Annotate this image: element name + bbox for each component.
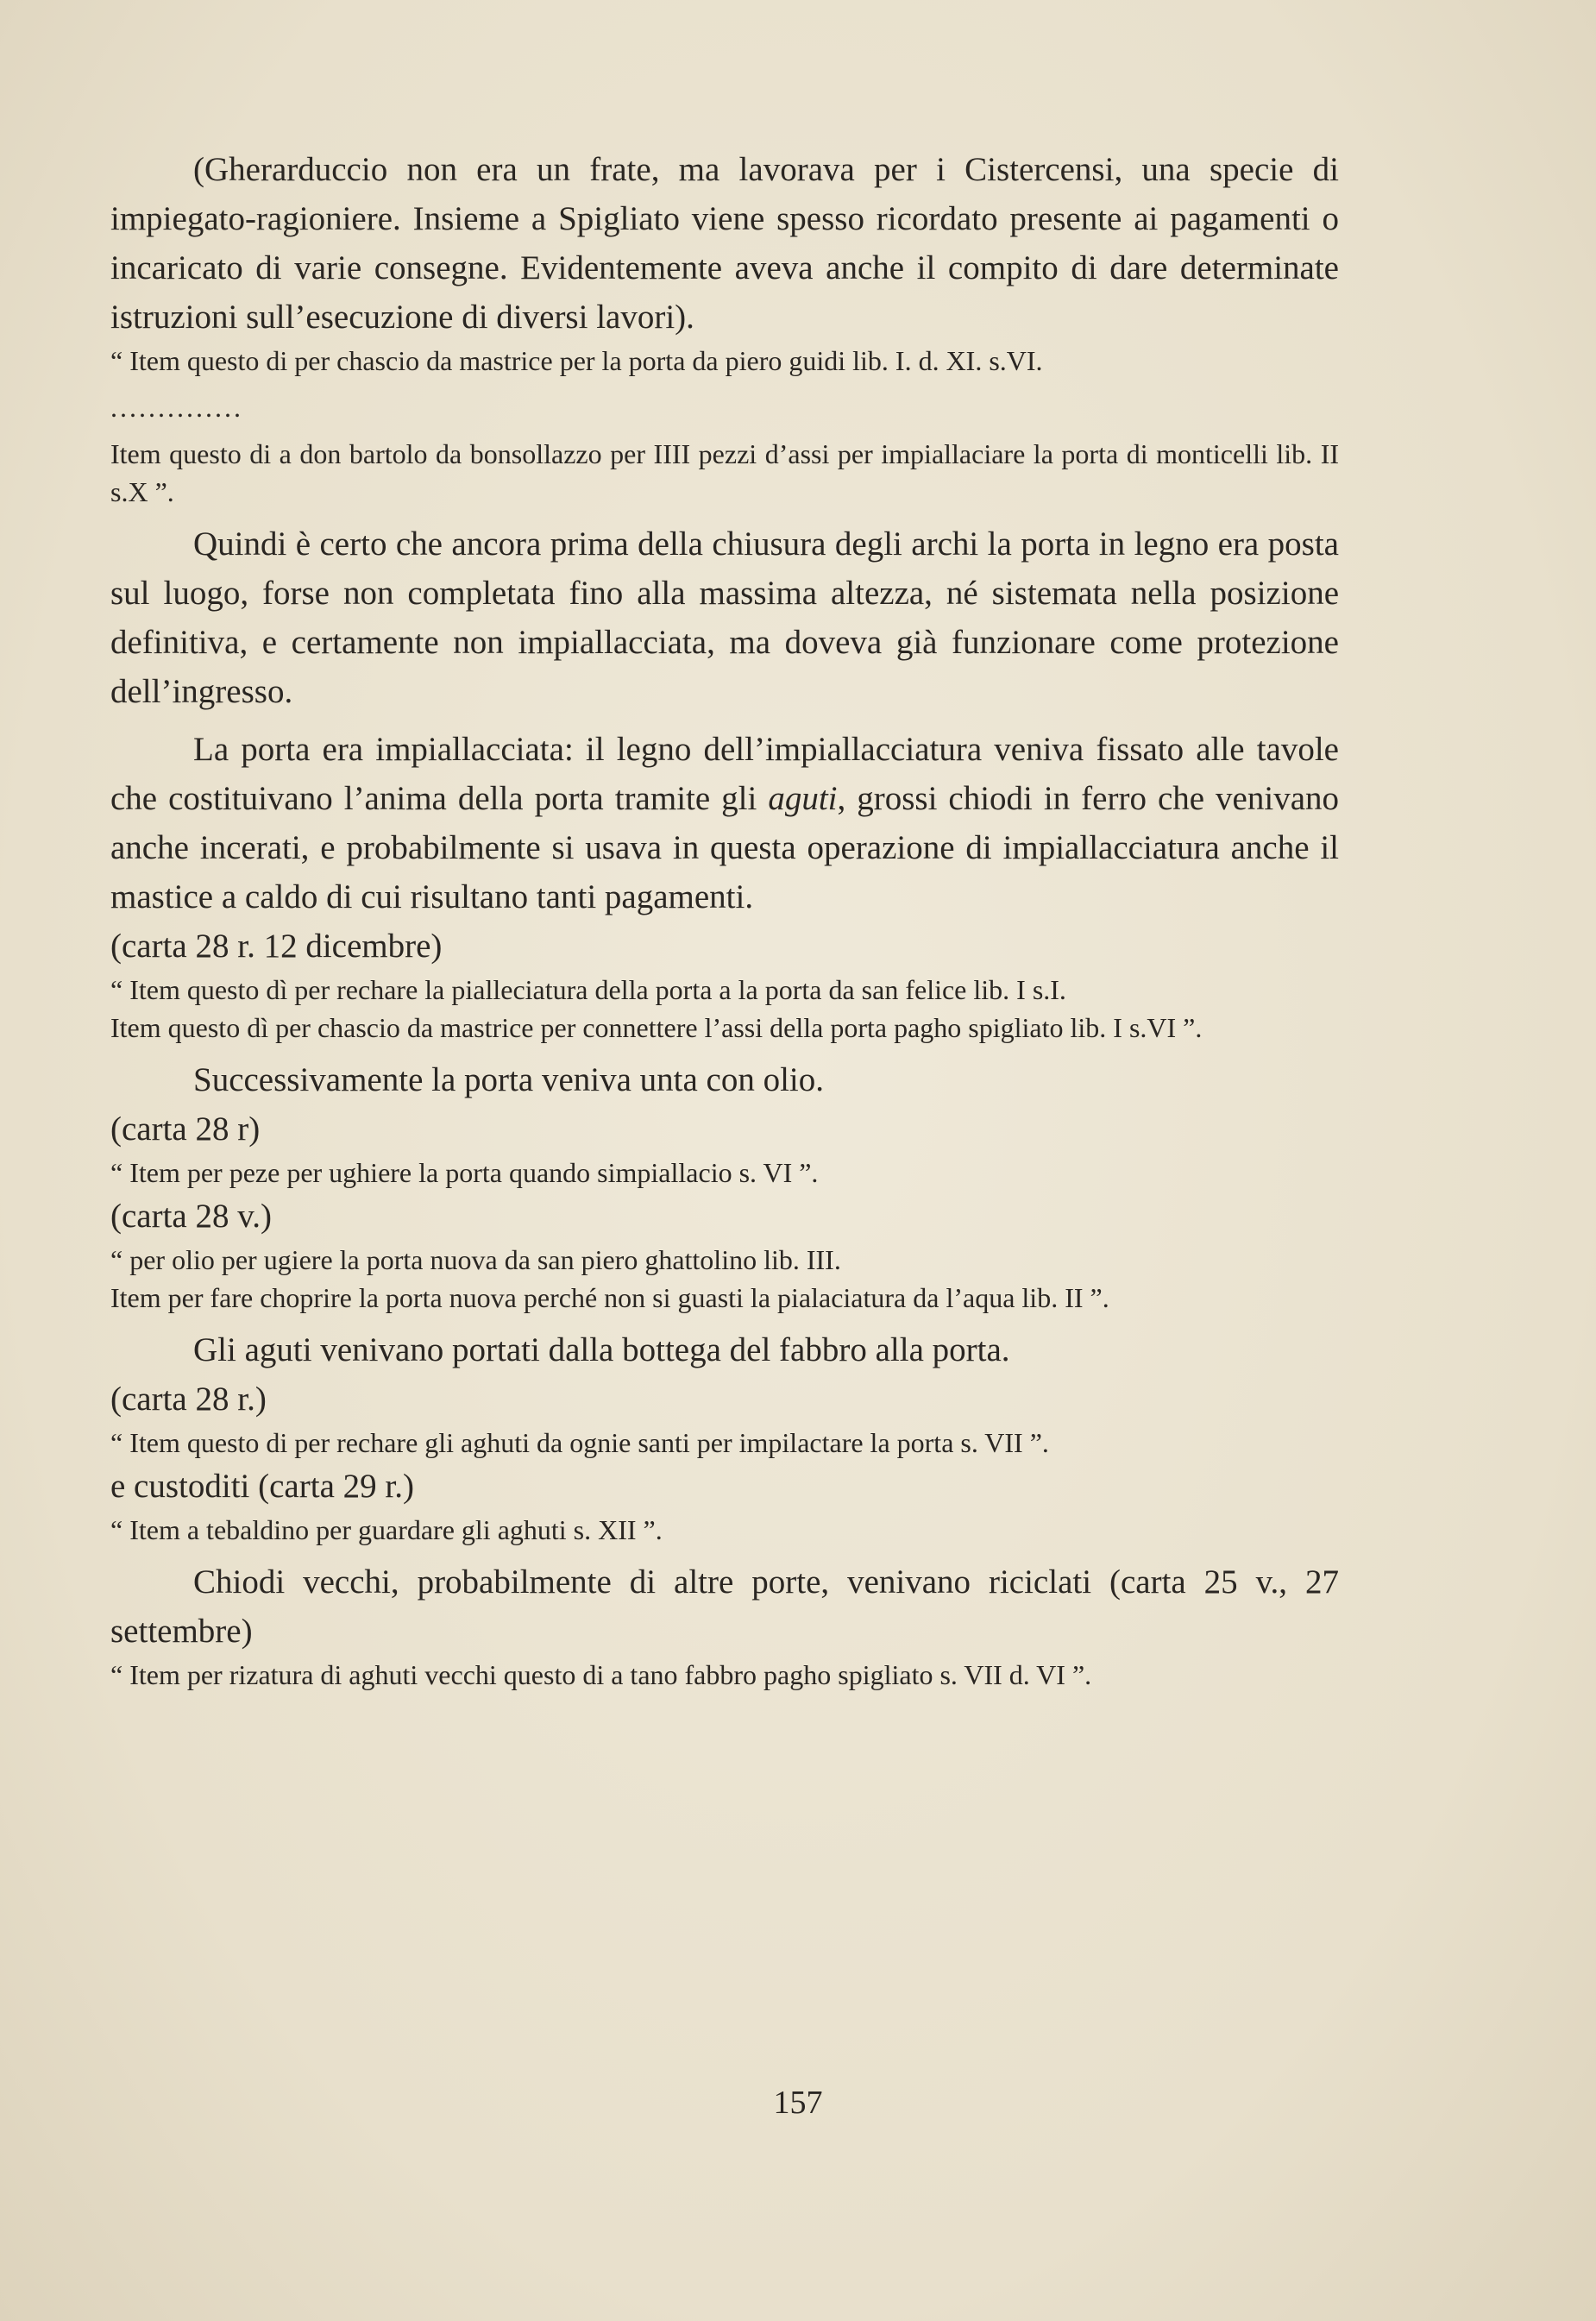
quote-mastrice: Item questo dì per chascio da mastrice per connettere l’assi della porta pagho spigliato lib. I s.VI ”. [110,1012,1203,1043]
paragraph-quindi: Quindi è certo che ancora prima della chiusura degli archi la porta in legno era posta sul luogo, forse non completata fino alla massima altezza, né sistemata nella posizione definitiva, e certamente non impiallacciata, ma doveva già funzionare come protezione dell’ingresso. [110,525,1339,710]
reference-carta-28r-dicembre: (carta 28 r. 12 dicembre) [110,928,443,965]
ellipsis-dots: .............. [110,392,243,423]
quote-rizatura: “ Item per rizatura di aghuti vecchi questo di a tano fabbro pagho spigliato s. VII d. VI ”. [110,1659,1092,1690]
aguti-emphasis: aguti [768,780,838,817]
quote-pialleciatura: “ Item questo dì per rechare la pialleciatura della porta a la porta da san felice lib. I s.I. [110,974,1066,1005]
paragraph-impiallacciata-b: , grossi chiodi in ferro che venivano anche incerati, e probabilmente si usava in questa operazione di impiallacciatura anche il mastice a caldo di cui risultano tanti pagamenti. [110,780,1340,915]
quote-rechare-aghuti: “ Item questo di per rechare gli aghuti da ognie santi per impilactare la porta s. VII ”. [110,1427,1049,1458]
paragraph-impiallacciata [110,725,1339,921]
quote-peze: “ Item per peze per ughiere la porta quando simpiallacio s. VI ”. [110,1157,819,1188]
page-number: 157 [773,2085,823,2121]
paragraph-impiallacciata-a: La porta era impiallacciata: il legno dell’impiallacciatura veniva fissato alle tavole che costituivano l’anima della porta tramite gli [110,731,1339,817]
paragraph-aguti-portati: Gli aguti venivano portati dalla bottega del fabbro alla porta. [193,1331,1010,1368]
reference-carta-28r-b: (carta 28 r.) [110,1381,267,1418]
reference-carta-28r: (carta 28 r) [110,1110,261,1148]
reference-custoditi: e custoditi (carta 29 r.) [110,1468,414,1505]
paragraph-chiodi-vecchi: Chiodi vecchi, probabilmente di altre porte, venivano riciclati (carta 25 v., 27 settembre) [110,1563,1339,1650]
quote-tebaldino: “ Item a tebaldino per guardare gli aghuti s. XII ”. [110,1514,663,1545]
paragraph-gherarduccio: (Gherarduccio non era un frate, ma lavorava per i Cistercensi, una specie di impiegato-ragioniere. Insieme a Spigliato viene spesso ricordato presente ai pagamenti o incaricato di varie consegne. Evidentemente aveva anche il compito di dare determinate istruzioni sull’esecuzione di diversi lavori). [110,151,1339,336]
quote-olio-ugiere: “ per olio per ugiere la porta nuova da san piero ghattolino lib. III. [110,1244,841,1275]
page-text [110,145,1339,1694]
reference-carta-28v: (carta 28 v.) [110,1198,272,1235]
paragraph-olio: Successivamente la porta veniva unta con olio. [193,1061,825,1098]
quote-choprire: Item per fare choprire la porta nuova perché non si guasti la pialaciatura da l’aqua lib. II ”. [110,1282,1109,1313]
quote-don-bartolo: Item questo di a don bartolo da bonsollazzo per IIII pezzi d’assi per impiallaciare la porta di monticelli lib. II s.X ”. [110,438,1339,507]
quote-chascio: “ Item questo di per chascio da mastrice per la porta da piero guidi lib. I. d. XI. s.VI. [110,345,1043,376]
